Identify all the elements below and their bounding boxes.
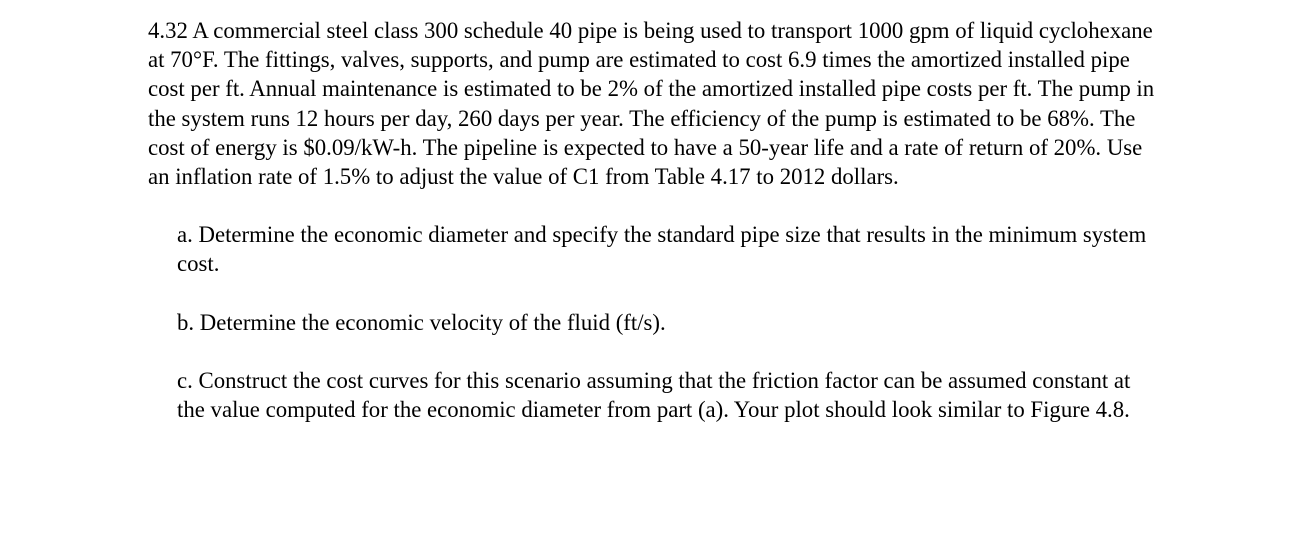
document-body [148, 16, 1158, 424]
problem-parts-list [177, 220, 1158, 424]
part-a: a. Determine the economic diameter and specify the standard pipe size that results in the minimum system cost. [177, 222, 1147, 277]
part-b: b. Determine the economic velocity of the fluid (ft/s). [177, 309, 666, 335]
part-c: c. Construct the cost curves for this scenario assuming that the friction factor can be assumed constant at the value computed for the economic diameter from part (a). Your plot should look similar to Figure 4.8. [177, 367, 1131, 423]
problem-statement: 4.32 A commercial steel class 300 schedule 40 pipe is being used to transport 1000 gpm of liquid cyclohexane at 70°F. The fittings, valves, supports, and pump are estimated to cost 6.9 times the amortized installed pipe cost per ft. Annual maintenance is estimated to be 2% of the amortized installed pipe costs per ft. The pump in the system runs 12 hours per day, 260 days per year. The efficiency of the pump is estimated to be 68%. The cost of energy is $0.09/kW-h. The pipeline is expected to have a 50-year life and a rate of return of 20%. Use an inflation rate of 1.5% to adjust the value of C1 from Table 4.17 to 2012 dollars. [148, 18, 1155, 190]
